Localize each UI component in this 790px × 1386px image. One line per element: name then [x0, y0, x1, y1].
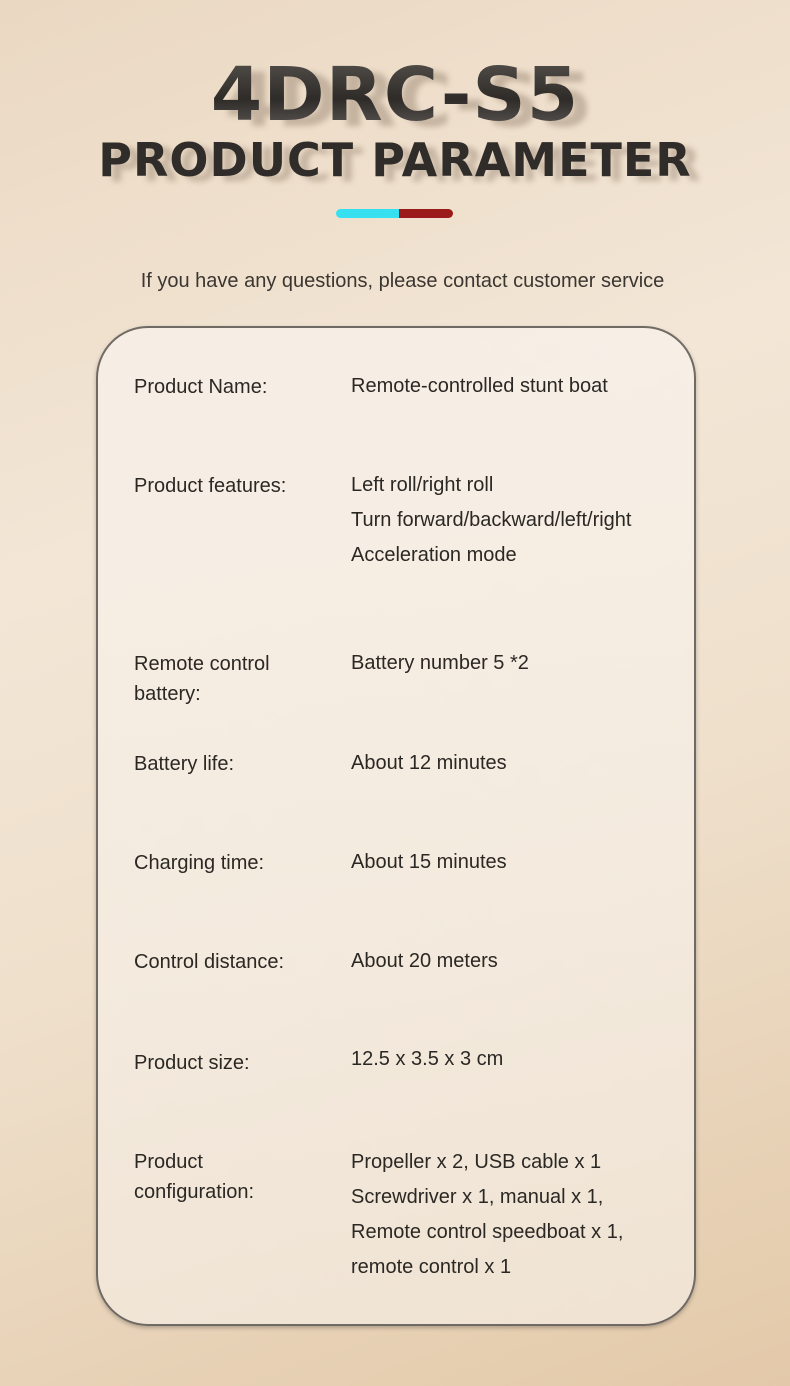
param-label: Product features: — [134, 475, 287, 497]
param-values — [351, 468, 691, 573]
parameter-card — [96, 326, 696, 1326]
param-label: Charging time: — [134, 852, 265, 874]
model-title: 4DRC-S5 — [0, 52, 790, 138]
param-values — [351, 845, 691, 880]
accent-divider-cyan — [336, 209, 399, 218]
param-values — [351, 646, 691, 681]
param-value: About 20 meters — [351, 950, 498, 972]
param-values — [351, 1042, 691, 1077]
param-value: 12.5 x 3.5 x 3 cm — [351, 1048, 504, 1070]
param-label: Remote control battery: — [134, 653, 270, 705]
param-values — [351, 1145, 691, 1285]
param-value: Remote control speedboat x 1, — [351, 1221, 624, 1243]
param-value: Screwdriver x 1, manual x 1, — [351, 1186, 604, 1208]
param-label: Product configuration: — [134, 1151, 255, 1203]
param-value: remote control x 1 — [351, 1256, 512, 1278]
accent-divider — [336, 209, 453, 218]
param-value: Propeller x 2, USB cable x 1 — [351, 1151, 602, 1173]
param-value: Left roll/right roll — [351, 474, 494, 496]
param-value: Remote-controlled stunt boat — [351, 375, 608, 397]
contact-note: If you have any questions, please contact customer service — [140, 270, 665, 292]
param-value: About 15 minutes — [351, 851, 507, 873]
param-label: Control distance: — [134, 951, 285, 973]
param-value: Acceleration mode — [351, 544, 517, 566]
page-title: PRODUCT PARAMETER — [98, 133, 692, 187]
param-label: Battery life: — [134, 753, 235, 775]
param-value: Turn forward/backward/left/right — [351, 509, 632, 531]
param-value: About 12 minutes — [351, 752, 507, 774]
param-label: Product size: — [134, 1052, 250, 1074]
param-values — [351, 944, 691, 979]
param-value: Battery number 5 *2 — [351, 652, 529, 674]
param-label: Product Name: — [134, 376, 268, 398]
accent-divider-red — [399, 209, 453, 218]
param-values — [351, 369, 691, 404]
param-values — [351, 746, 691, 781]
